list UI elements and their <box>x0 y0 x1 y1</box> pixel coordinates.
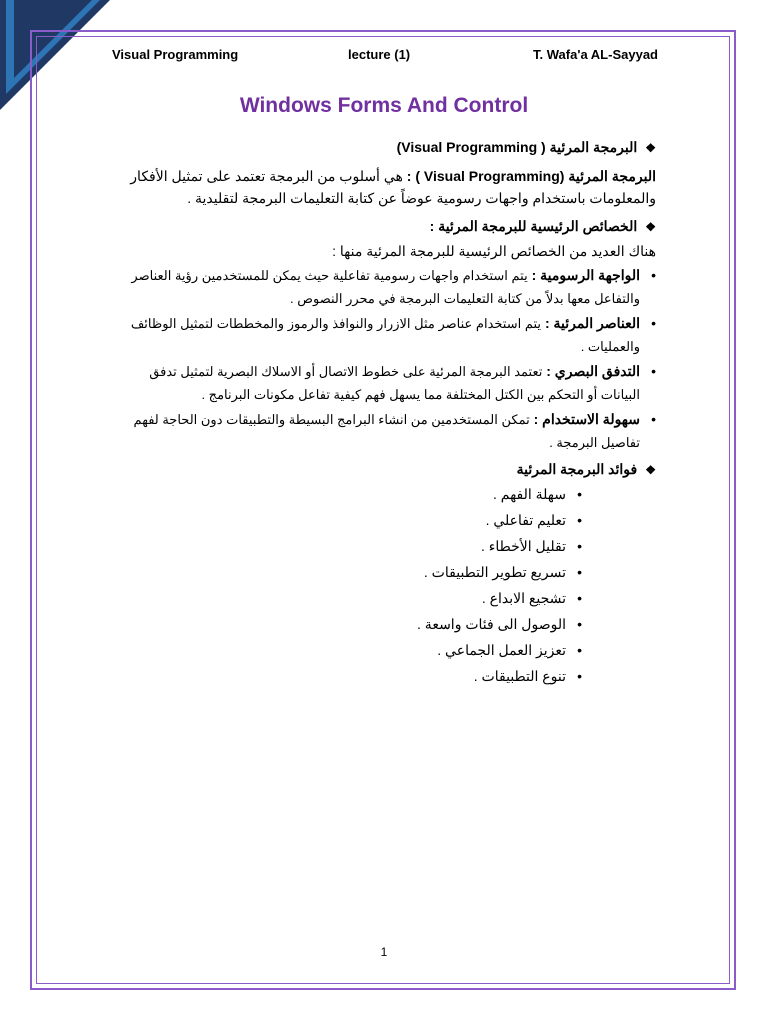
definition-text: هي أسلوب من البرمجة تعتمد على تمثيل الأفكار والمعلومات باستخدام واجهات رسومية عوضاً عن كتابة التعليمات البرمجة لتقليدية . <box>130 168 656 206</box>
header-lecture: lecture (1) <box>348 47 411 62</box>
disc-bullet-icon: • <box>651 267 656 283</box>
diamond-bullet-icon: ❖ <box>645 220 656 234</box>
list-item: • تعزيز العمل الجماعي . <box>112 639 566 661</box>
disc-bullet-icon: • <box>577 590 582 606</box>
document-body <box>112 132 656 691</box>
list-item: • تقليل الأخطاء . <box>112 535 566 557</box>
diamond-bullet-icon: ❖ <box>645 141 656 155</box>
header-author: T. Wafa'a AL-Sayyad <box>533 47 658 62</box>
list-item: • تعليم تفاعلي . <box>112 509 566 531</box>
definition-term: البرمجة المرئية (Visual Programming ) : <box>406 168 656 184</box>
disc-bullet-icon: • <box>577 616 582 632</box>
page-number: 1 <box>380 945 388 959</box>
list-item: • الوصول الى فئات واسعة . <box>112 613 566 635</box>
disc-bullet-icon: • <box>577 668 582 684</box>
diamond-bullet-icon: ❖ <box>645 463 656 477</box>
list-item: • تشجيع الابداع . <box>112 587 566 609</box>
disc-bullet-icon: • <box>577 486 582 502</box>
list-item: • التدفق البصري : تعتمد البرمجة المرئية على خطوط الاتصال أو الاسلاك البصرية لتمثيل تدفق البيانات أو التحكم بين الكتل المختلفة مما يسهل فهم كيفية تفاعل مكونات البرنامج . <box>112 360 640 406</box>
disc-bullet-icon: • <box>651 315 656 331</box>
list-item: • تنوع التطبيقات . <box>112 665 566 687</box>
definition-paragraph <box>112 165 656 209</box>
disc-bullet-icon: • <box>577 642 582 658</box>
list-item: • سهولة الاستخدام : تمكن المستخدمين من انشاء البرامج البسيطة والتطبيقات دون الحاجة لفهم تفاصيل البرمجة . <box>112 408 640 454</box>
disc-bullet-icon: • <box>577 512 582 528</box>
disc-bullet-icon: • <box>651 411 656 427</box>
list-item: • العناصر المرئية : يتم استخدام عناصر مثل الازرار والنوافذ والرموز والمخططات لتمثيل الوظائف والعمليات . <box>112 312 640 358</box>
section-heading-visual-programming: ❖البرمجة المرئية ( Visual Programming) <box>396 139 656 155</box>
page-header <box>112 47 658 67</box>
disc-bullet-icon: • <box>651 363 656 379</box>
disc-bullet-icon: • <box>577 564 582 580</box>
features-list <box>112 264 656 454</box>
section-heading-benefits: ❖فوائد البرمجة المرئية <box>516 461 656 477</box>
header-course: Visual Programming <box>112 47 239 62</box>
disc-bullet-icon: • <box>577 538 582 554</box>
benefits-list <box>112 483 656 687</box>
list-item: • تسريع تطوير التطبيقات . <box>112 561 566 583</box>
page-title: Windows Forms And Control <box>239 94 529 117</box>
section-heading-features: ❖الخصائص الرئيسية للبرمجة المرئية : <box>429 218 656 234</box>
list-item: • سهلة الفهم . <box>112 483 566 505</box>
list-item: • الواجهة الرسومية : يتم استخدام واجهات رسومية تفاعلية حيث يمكن للمستخدمين رؤية العناصر والتفاعل معها بدلاً من كتابة التعليمات البرمجة في محرر النصوص . <box>112 264 640 310</box>
features-intro: هناك العديد من الخصائص الرئيسية للبرمجة المرئية منها : <box>332 243 656 259</box>
